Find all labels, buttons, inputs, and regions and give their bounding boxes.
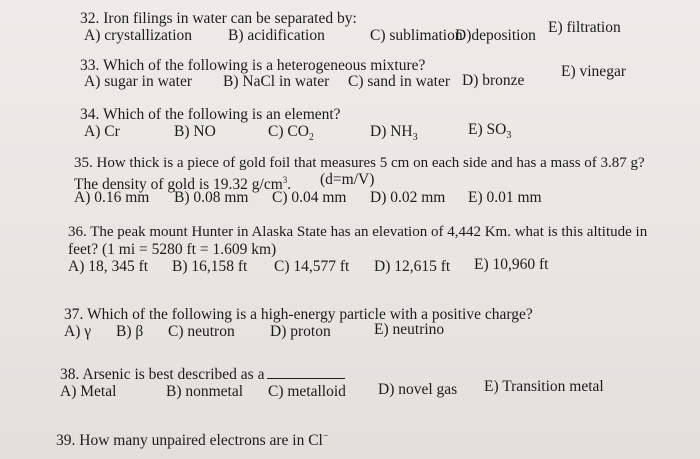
- option-b: B) NaCl in water: [223, 73, 330, 90]
- question-33-stem: 33. Which of the following is a heterogeneous mixture?: [80, 57, 426, 74]
- option-b: B) β: [116, 323, 144, 340]
- option-a: A) 18, 345 ft: [68, 258, 149, 275]
- option-c: C) 0.04 mm: [272, 189, 347, 206]
- option-d: D) $NH_3$: [370, 123, 418, 144]
- option-a: A) 0.16 mm: [74, 189, 150, 206]
- question-38-stem: 38. Arsenic is best described as a: [60, 366, 345, 383]
- option-d: D) bronze: [462, 72, 525, 89]
- option-a: A) Cr: [84, 123, 120, 140]
- option-c: C) metalloid: [268, 383, 346, 400]
- option-d: D) 0.02 mm: [370, 189, 446, 206]
- option-b: B) nonmetal: [166, 383, 244, 400]
- density-statement: The density of gold is 19.32 $g/cm^3$.: [74, 175, 292, 194]
- option-e: E) vinegar: [561, 63, 626, 80]
- question-36-stem-2: feet? (1 mi = 5280 ft = 1.609 km): [68, 241, 277, 258]
- option-a: A) crystallization: [84, 27, 193, 44]
- option-c: C) sand in water: [348, 73, 451, 90]
- option-c: C) neutron: [168, 323, 235, 340]
- question-35-stem: 35. How thick is a piece of gold foil that measures 5 cm on each side and has a mass of 3.87 g?: [74, 155, 645, 171]
- option-e: E) 0.01 mm: [468, 189, 542, 206]
- option-a: A) sugar in water: [84, 73, 193, 90]
- option-d: D) novel gas: [378, 381, 458, 398]
- density-hint: (d=m/V): [320, 171, 375, 188]
- option-d: D)deposition: [455, 27, 536, 44]
- option-a: A) Metal: [60, 383, 117, 400]
- option-c: C) 14,577 ft: [274, 258, 350, 275]
- option-c: C) sublimation: [370, 27, 463, 44]
- option-b: B) 16,158 ft: [172, 258, 248, 275]
- option-e: E) Transition metal: [484, 378, 604, 395]
- option-e: E) neutrino: [374, 321, 445, 338]
- answer-blank: [267, 366, 345, 379]
- option-b: B) 0.08 mm: [174, 189, 249, 206]
- option-d: D) proton: [270, 323, 331, 340]
- question-34-stem: 34. Which of the following is an element?: [80, 106, 341, 123]
- question-36-stem: 36. The peak mount Hunter in Alaska State has an elevation of 4,442 Km. what is this altitude in: [68, 224, 648, 240]
- option-e: E) $SO_3$: [468, 121, 512, 142]
- question-32-stem: 32. Iron filings in water can be separated by:: [80, 10, 357, 27]
- option-e: E) 10,960 ft: [474, 256, 549, 273]
- question-39-stem: 39. How many unpaired electrons are in Cl−: [56, 431, 329, 450]
- option-c: C) $CO_2$: [268, 123, 314, 144]
- option-a: A) γ: [64, 323, 92, 340]
- option-b: B) acidification: [228, 27, 325, 44]
- option-b: B) NO: [174, 123, 216, 140]
- question-37-stem: 37. Which of the following is a high-energy particle with a positive charge?: [64, 306, 533, 323]
- option-e: E) filtration: [548, 19, 621, 36]
- option-d: D) 12,615 ft: [374, 258, 451, 275]
